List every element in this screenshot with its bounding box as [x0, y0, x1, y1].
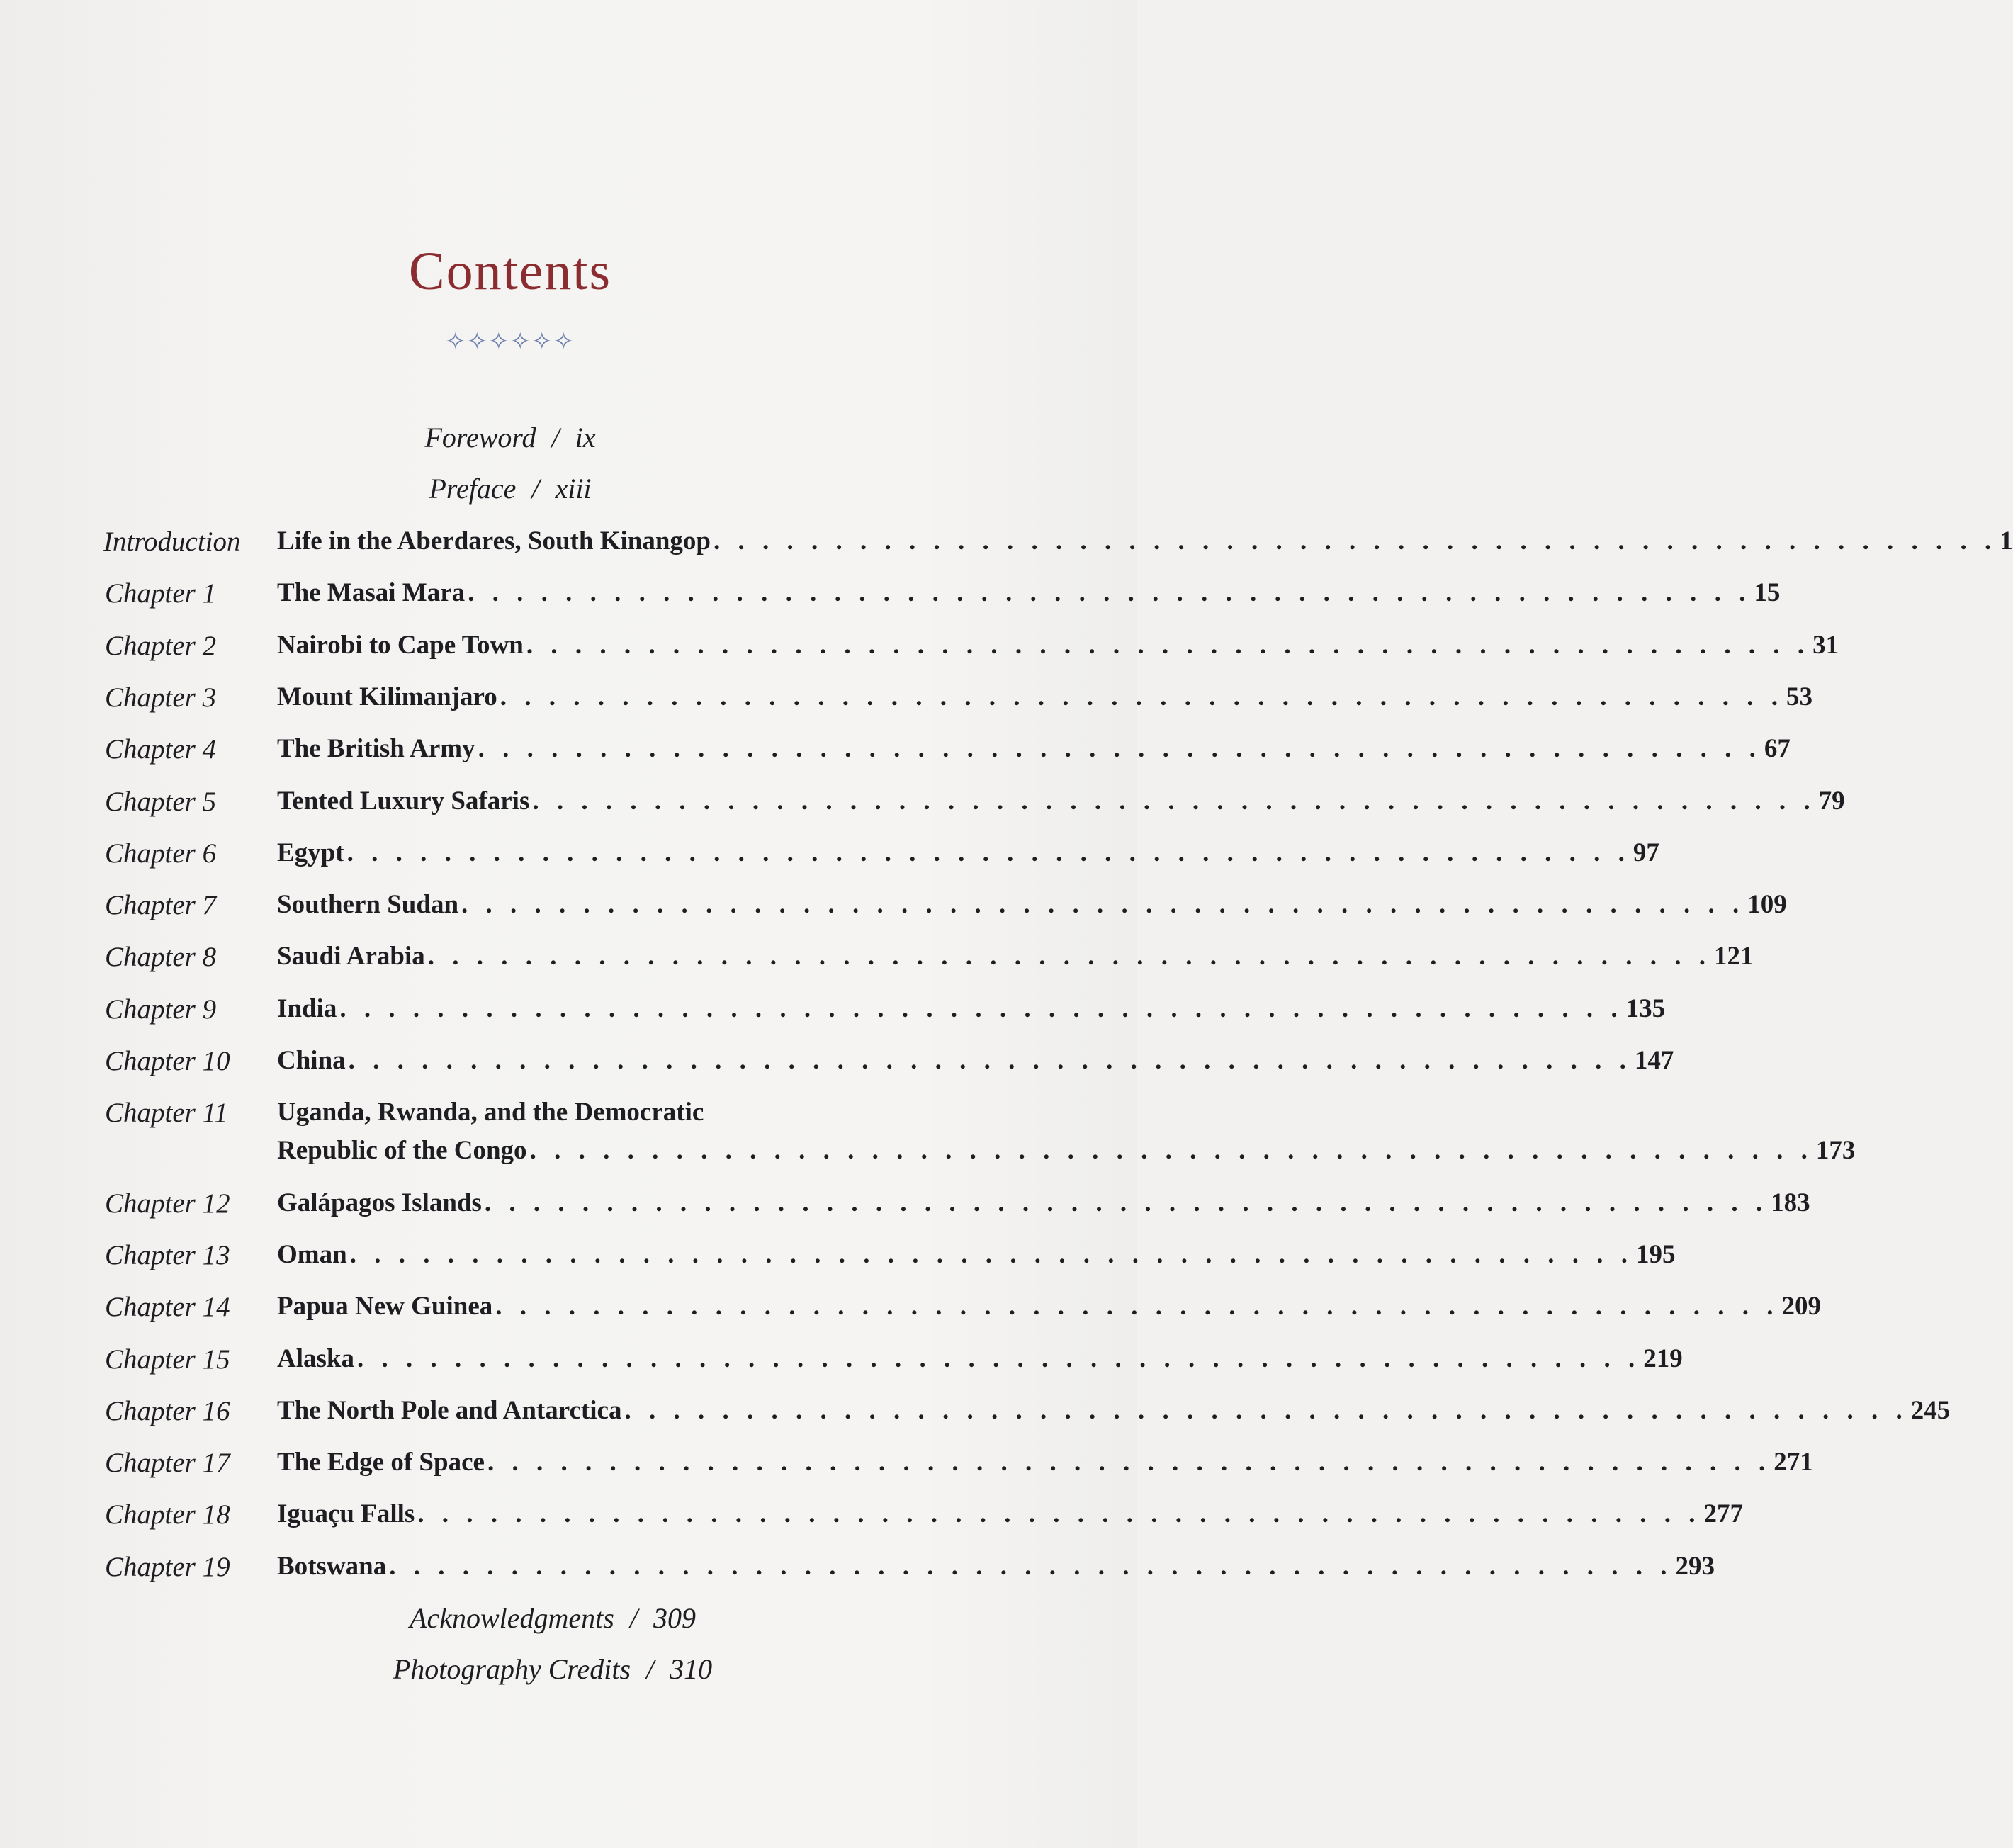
front-matter-label: Foreword [424, 422, 536, 453]
chapter-label: Chapter 2 [105, 630, 217, 661]
chapter-title-row [277, 1447, 1813, 1477]
chapter-label: Chapter 3 [105, 682, 217, 713]
toc-entry[interactable] [0, 1551, 1715, 1594]
leader-dots: . . . . . . . . . . . . . . . . . . . . . . . . . . . . . . . . . . . . . . . . . . . . . . . . . . . . . [500, 682, 1783, 711]
page-number: 15 [1754, 578, 1781, 608]
leader-dots: . . . . . . . . . . . . . . . . . . . . . . . . . . . . . . . . . . . . . . . . . . . . . . . . . . . . . [349, 1239, 1633, 1269]
chapter-title-row [277, 1291, 1822, 1322]
chapter-title-row [277, 786, 1845, 816]
chapter-title: Southern Sudan [277, 890, 459, 920]
chapter-title: Botswana [277, 1551, 387, 1581]
toc-entry[interactable] [0, 1188, 1810, 1230]
chapter-label: Chapter 11 [105, 1098, 228, 1129]
page-number: 1 [2000, 526, 2013, 556]
leader-dots: . . . . . . . . . . . . . . . . . . . . . . . . . . . . . . . . . . . . . . . . . . . . . . . . . . . . . [478, 734, 1761, 764]
chapter-label: Chapter 12 [105, 1188, 230, 1219]
chapter-label: Chapter 19 [105, 1551, 230, 1582]
page-number: 219 [1643, 1343, 1683, 1373]
chapter-title: Galápagos Islands [277, 1188, 482, 1217]
chapter-title-row [277, 682, 1812, 712]
leader-dots: . . . . . . . . . . . . . . . . . . . . . . . . . . . . . . . . . . . . . . . . . . . . . . . . . . . . . [348, 1046, 1632, 1075]
chapter-title-row [277, 630, 1839, 660]
chapter-title: Iguaçu Falls [277, 1499, 415, 1529]
leader-dots: . . . . . . . . . . . . . . . . . . . . . . . . . . . . . . . . . . . . . . . . . . . . . . . . . . . . . [461, 890, 1745, 920]
chapter-label: Chapter 7 [105, 890, 217, 921]
chapter-title: Mount Kilimanjaro [277, 682, 497, 711]
chapter-title: The Masai Mara [277, 578, 466, 608]
toc-entry[interactable] [0, 993, 1666, 1036]
toc-entry[interactable] [0, 733, 1791, 776]
chapter-title-row [277, 1239, 1676, 1270]
back-matter-page: 310 [670, 1653, 713, 1685]
leader-dots: . . . . . . . . . . . . . . . . . . . . . . . . . . . . . . . . . . . . . . . . . . . . . . . . . . . . . [495, 1292, 1779, 1322]
page-number: 245 [1910, 1395, 1951, 1425]
chapter-title-row [277, 526, 2013, 556]
toc-entry[interactable] [0, 1447, 1813, 1489]
front-matter-preface[interactable] [0, 472, 1020, 505]
chapter-title-row [277, 1499, 1744, 1529]
toc-entry[interactable] [0, 786, 1845, 828]
chapter-title: Nairobi to Cape Town [277, 630, 524, 660]
chapter-title: The British Army [277, 734, 475, 764]
chapter-label: Chapter 15 [105, 1343, 230, 1375]
leader-dots: . . . . . . . . . . . . . . . . . . . . . . . . . . . . . . . . . . . . . . . . . . . . . . . . . . . . . [624, 1395, 1908, 1425]
chapter-label: Chapter 8 [105, 942, 217, 973]
page-number: 195 [1635, 1239, 1676, 1269]
page-number: 293 [1675, 1551, 1715, 1581]
page-number: 53 [1786, 682, 1812, 711]
toc-entry[interactable] [0, 1291, 1822, 1334]
page-title: Contents [408, 242, 612, 301]
separator: / [629, 1602, 638, 1634]
chapter-label: Chapter 16 [105, 1395, 230, 1426]
page-number: 209 [1781, 1292, 1822, 1322]
ornament-divider: ✧✧✧✧✧✧ [445, 327, 575, 356]
leader-dots: . . . . . . . . . . . . . . . . . . . . . . . . . . . . . . . . . . . . . . . . . . . . . . . . . . . . . [468, 578, 1752, 608]
chapter-title-row [277, 838, 1659, 868]
chapter-title: The Edge of Space [277, 1448, 485, 1477]
page-number: 135 [1625, 993, 1666, 1023]
back-matter-photography-credits[interactable] [43, 1652, 1063, 1686]
leader-dots: . . . . . . . . . . . . . . . . . . . . . . . . . . . . . . . . . . . . . . . . . . . . . . . . . . . . . [713, 526, 1997, 556]
toc-entry[interactable] [0, 1499, 1744, 1541]
toc-entry[interactable] [0, 1239, 1676, 1282]
chapter-label: Chapter 17 [105, 1448, 230, 1479]
toc-entry[interactable] [0, 526, 2013, 568]
leader-dots: . . . . . . . . . . . . . . . . . . . . . . . . . . . . . . . . . . . . . . . . . . . . . . . . . . . . . [526, 630, 1810, 660]
chapter-title: Saudi Arabia [277, 942, 425, 971]
toc-entry[interactable] [0, 1045, 1674, 1088]
leader-dots: . . . . . . . . . . . . . . . . . . . . . . . . . . . . . . . . . . . . . . . . . . . . . . . . . . . . . [417, 1499, 1701, 1529]
chapter-label: Chapter 14 [105, 1292, 230, 1323]
chapter-title-row [277, 993, 1666, 1024]
toc-entry[interactable] [0, 838, 1659, 880]
leader-dots: . . . . . . . . . . . . . . . . . . . . . . . . . . . . . . . . . . . . . . . . . . . . . . . . . . . . . [427, 942, 1711, 971]
chapter-label: Introduction [103, 526, 241, 557]
chapter-title: India [277, 993, 337, 1023]
toc-entry[interactable] [0, 889, 1787, 932]
separator: / [551, 422, 560, 453]
page-number: 67 [1764, 734, 1791, 764]
separator: / [646, 1653, 655, 1685]
chapter-title-row [277, 733, 1791, 764]
chapter-title-row [277, 941, 1754, 971]
chapter-title: China [277, 1046, 346, 1075]
chapter-title: Tented Luxury Safaris [277, 786, 530, 816]
page-number: 109 [1747, 890, 1787, 920]
chapter-title: Oman [277, 1239, 347, 1269]
page-number: 121 [1713, 942, 1754, 971]
chapter-title: Republic of the Congo [277, 1136, 527, 1166]
chapter-title: Alaska [277, 1343, 354, 1373]
chapter-label: Chapter 4 [105, 734, 217, 765]
page-number: 173 [1815, 1136, 1856, 1166]
chapter-title-row [277, 578, 1781, 608]
back-matter-label: Acknowledgments [410, 1602, 614, 1634]
leader-dots: . . . . . . . . . . . . . . . . . . . . . . . . . . . . . . . . . . . . . . . . . . . . . . . . . . . . . [389, 1551, 1673, 1581]
chapter-title-row [277, 1045, 1674, 1076]
chapter-label: Chapter 9 [105, 993, 217, 1025]
chapter-label: Chapter 13 [105, 1239, 230, 1270]
leader-dots: . . . . . . . . . . . . . . . . . . . . . . . . . . . . . . . . . . . . . . . . . . . . . . . . . . . . . [356, 1343, 1641, 1373]
toc-entry[interactable] [0, 1097, 1856, 1166]
chapter-title: Egypt [277, 838, 344, 867]
back-matter-label: Photography Credits [393, 1653, 631, 1685]
leader-dots: . . . . . . . . . . . . . . . . . . . . . . . . . . . . . . . . . . . . . . . . . . . . . . . . . . . . . [487, 1448, 1771, 1477]
front-matter-foreword[interactable] [0, 421, 1020, 454]
page-number: 277 [1703, 1499, 1744, 1529]
toc-entry[interactable] [0, 578, 1781, 620]
chapter-label: Chapter 18 [105, 1499, 230, 1531]
toc-entry[interactable] [0, 941, 1754, 984]
chapter-label: Chapter 5 [105, 786, 217, 817]
page-number: 79 [1818, 786, 1845, 816]
chapter-label: Chapter 10 [105, 1046, 230, 1076]
chapter-label: Chapter 6 [105, 838, 217, 869]
chapter-label: Chapter 1 [105, 578, 217, 609]
toc-entry[interactable] [0, 1343, 1683, 1386]
leader-dots: . . . . . . . . . . . . . . . . . . . . . . . . . . . . . . . . . . . . . . . . . . . . . . . . . . . . . [339, 993, 1623, 1023]
toc-entry[interactable] [0, 1395, 1951, 1438]
front-matter-page: ix [575, 422, 596, 453]
back-matter-page: 309 [653, 1602, 696, 1634]
chapter-title: The North Pole and Antarctica [277, 1395, 622, 1425]
chapter-title-row [277, 1395, 1951, 1426]
chapter-title-row [277, 1188, 1810, 1218]
toc-entry[interactable] [0, 682, 1812, 724]
chapter-title-line1: Uganda, Rwanda, and the Democratic [277, 1098, 704, 1127]
leader-dots: . . . . . . . . . . . . . . . . . . . . . . . . . . . . . . . . . . . . . . . . . . . . . . . . . . . . . [346, 838, 1630, 867]
front-matter-label: Preface [429, 473, 517, 505]
chapter-title: Life in the Aberdares, South Kinangop [277, 526, 711, 556]
page-number: 31 [1812, 630, 1839, 660]
front-matter-page: xiii [555, 473, 592, 505]
chapter-title-row [277, 1135, 1856, 1166]
page-number: 97 [1633, 838, 1659, 867]
chapter-title-row [277, 889, 1787, 920]
leader-dots: . . . . . . . . . . . . . . . . . . . . . . . . . . . . . . . . . . . . . . . . . . . . . . . . . . . . . [532, 786, 1816, 816]
separator: / [531, 473, 540, 505]
chapter-title-row [277, 1343, 1683, 1374]
toc-entry[interactable] [0, 630, 1839, 672]
chapter-title-row [277, 1551, 1715, 1582]
leader-dots: . . . . . . . . . . . . . . . . . . . . . . . . . . . . . . . . . . . . . . . . . . . . . . . . . . . . . [484, 1188, 1769, 1217]
page-number: 183 [1771, 1188, 1810, 1217]
chapter-title: Papua New Guinea [277, 1292, 493, 1322]
page-number: 271 [1774, 1448, 1813, 1477]
leader-dots: . . . . . . . . . . . . . . . . . . . . . . . . . . . . . . . . . . . . . . . . . . . . . . . . . . . . . [529, 1136, 1813, 1166]
back-matter-acknowledgments[interactable] [43, 1601, 1063, 1635]
page-number: 147 [1634, 1046, 1674, 1075]
